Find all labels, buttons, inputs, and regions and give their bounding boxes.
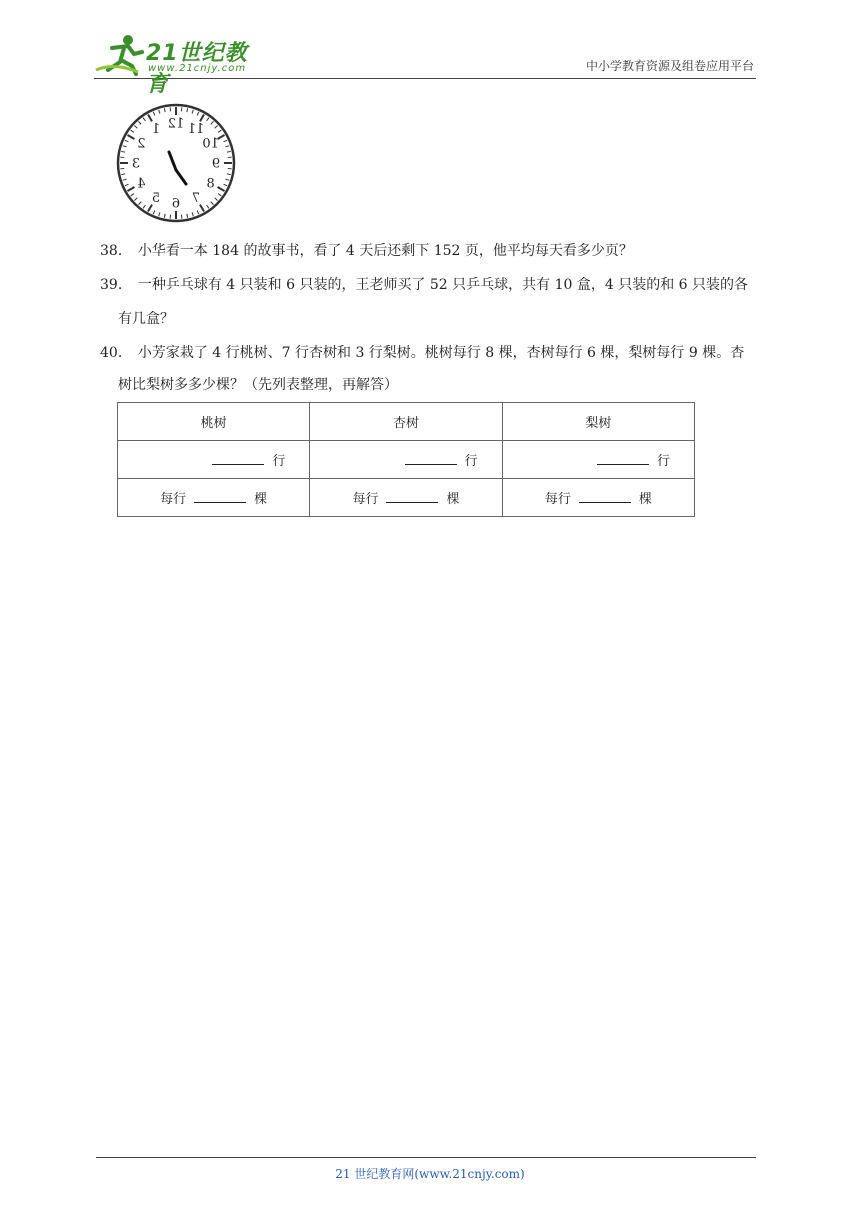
question-40 bbox=[100, 336, 770, 370]
header-peach: 桃树 bbox=[118, 403, 310, 441]
pear-per-row-cell bbox=[502, 479, 694, 517]
logo-url: www.21cnjy.com bbox=[148, 63, 247, 74]
peach-per-row-cell bbox=[118, 479, 310, 517]
unit-label: 行 bbox=[464, 454, 478, 469]
question-38 bbox=[100, 234, 770, 268]
runner-icon bbox=[94, 32, 150, 76]
clock-number: 2 bbox=[137, 136, 146, 152]
clock-number: 5 bbox=[151, 191, 161, 207]
clock-number: 1 bbox=[151, 121, 161, 137]
prefix-label: 每行 bbox=[160, 492, 187, 507]
prefix-label: 每行 bbox=[352, 492, 379, 507]
unit-label: 棵 bbox=[254, 492, 268, 507]
table-header-row bbox=[118, 403, 695, 441]
clock-number: 7 bbox=[191, 191, 201, 207]
answer-blank[interactable] bbox=[579, 488, 631, 503]
question-40-continuation: 树比梨树多多少棵？（先列表整理，再解答） bbox=[118, 377, 398, 393]
question-text: 小华看一本 184 的故事书，看了 4 天后还剩下 152 页，他平均每天看多少页？ bbox=[137, 243, 633, 259]
unit-label: 棵 bbox=[446, 492, 460, 507]
answer-blank[interactable] bbox=[386, 488, 438, 503]
page-header bbox=[94, 30, 756, 97]
question-number: 40． bbox=[100, 345, 132, 361]
unit-label: 行 bbox=[656, 454, 670, 469]
mirrored-clock-image bbox=[115, 102, 237, 224]
clock-number: 4 bbox=[137, 176, 146, 192]
clock-number: 11 bbox=[187, 121, 205, 137]
peach-rows-cell bbox=[118, 441, 310, 479]
question-39-continuation: 有几盒？ bbox=[118, 311, 174, 327]
apricot-per-row-cell bbox=[310, 479, 502, 517]
question-text: 一种乒乓球有 4 只装和 6 只装的，王老师买了 52 只乒乓球，共有 10 盒，4 只装的和 6 只装的各 bbox=[137, 277, 749, 293]
unit-label: 棵 bbox=[638, 492, 652, 507]
answer-blank[interactable] bbox=[405, 450, 457, 465]
unit-label: 行 bbox=[272, 454, 286, 469]
answer-blank[interactable] bbox=[194, 488, 246, 503]
tree-data-table bbox=[117, 402, 695, 517]
clock-number: 3 bbox=[131, 156, 141, 172]
clock-number: 12 bbox=[167, 116, 185, 132]
table-row-rows bbox=[118, 441, 695, 479]
pear-rows-cell bbox=[502, 441, 694, 479]
site-logo bbox=[94, 32, 264, 97]
question-text: 小芳家栽了 4 行桃树、7 行杏树和 3 行梨树。桃树每行 8 棵，杏树每行 6 棵，梨树每行 9 棵。杏 bbox=[137, 345, 745, 361]
clock-number: 10 bbox=[202, 136, 219, 152]
logo-text: 21世纪教育 bbox=[146, 41, 248, 97]
header-apricot: 杏树 bbox=[310, 403, 502, 441]
clock-number: 6 bbox=[171, 196, 181, 212]
footer-divider bbox=[96, 1157, 756, 1158]
apricot-rows-cell bbox=[310, 441, 502, 479]
clock-number: 9 bbox=[211, 156, 221, 172]
question-39 bbox=[100, 268, 770, 302]
header-pear: 梨树 bbox=[502, 403, 694, 441]
table-row-per-row bbox=[118, 479, 695, 517]
question-number: 38． bbox=[100, 243, 132, 259]
answer-blank[interactable] bbox=[597, 450, 649, 465]
answer-blank[interactable] bbox=[212, 450, 264, 465]
clock-number: 8 bbox=[206, 176, 215, 192]
footer-text: 21 世纪教育网(www.21cnjy.com) bbox=[335, 1167, 525, 1181]
platform-title: 中小学教育资源及组卷应用平台 bbox=[585, 59, 754, 73]
question-number: 39． bbox=[100, 277, 132, 293]
prefix-label: 每行 bbox=[544, 492, 571, 507]
